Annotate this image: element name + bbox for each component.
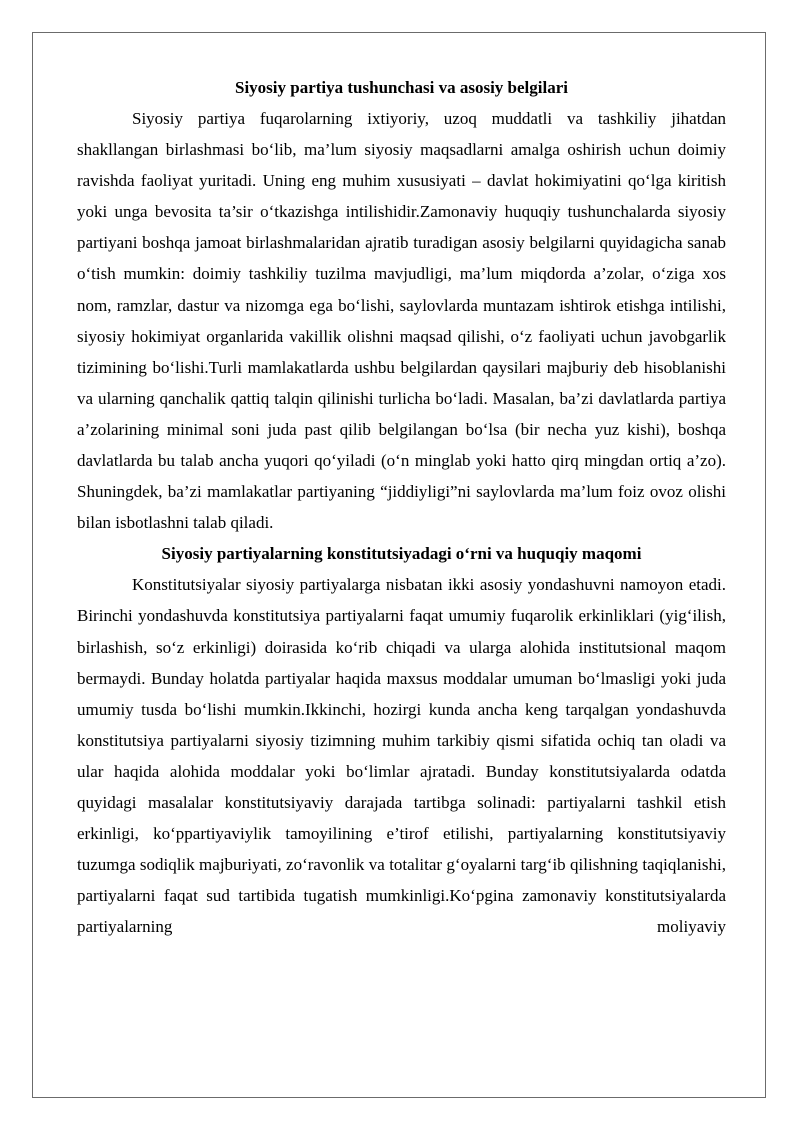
document-body — [77, 72, 726, 942]
paragraph-party-concept: Siyosiy partiya fuqarolarning ixtiyoriy, uzoq muddatli va tashkiliy jihatdan shakllangan birlashmasi bo‘lib, ma’lum siyosiy maqsadlarni amalga oshirish uchun doimiy ravishda faoliyat yuritadi. Uning eng muhim xususiyati – davlat hokimiyatini qo‘lga kiritish yoki unga bevosita ta’sir o‘tkazishga intilishidir.Zamonaviy huquqiy tushunchalarda siyosiy partiyani boshqa jamoat birlashmalaridan ajratib turadigan asosiy belgilarni quyidagicha sanab o‘tish mumkin: doimiy tashkiliy tuzilma mavjudligi, ma’lum miqdorda a’zolar, o‘ziga xos nom, ramzlar, dastur va nizomga ega bo‘lishi, saylovlarda muntazam ishtirok etishga intilishi, siyosiy hokimiyat organlarida vakillik olishni maqsad qilishi, o‘z faoliyati uchun javobgarlik tizimining bo‘lishi.Turli mamlakatlarda ushbu belgilardan qaysilari majburiy deb hisoblanishi va ularning qanchalik qattiq talqin qilinishi turlicha bo‘ladi. Masalan, ba’zi davlatlarda partiya a’zolarining minimal soni juda past qilib belgilangan bo‘lsa (bir necha yuz kishi), boshqa davlatlarda bu talab ancha yuqori qo‘yiladi (o‘n minglab yoki hatto qirq mingdan ortiq a’zo). Shuningdek, ba’zi mamlakatlar partiyaning “jiddiyligi”ni saylovlarda ma’lum foiz ovoz olishi bilan isbotlashni talab qiladi. — [77, 109, 726, 533]
paragraph-constitutional-status: Konstitutsiyalar siyosiy partiyalarga nisbatan ikki asosiy yondashuvni namoyon etadi. Birinchi yondashuvda konstitutsiya partiyalarni faqat umumiy fuqarolik erkinliklari (yig‘ilish, birlashish, so‘z erkinligi) doirasida ko‘rib chiqadi va ularga alohida institutsional maqom bermaydi. Bunday holatda partiyalar haqida maxsus moddalar umuman bo‘lmasligi yoki juda umumiy tusda bo‘lishi mumkin.Ikkinchi, hozirgi kunda ancha keng tarqalgan yondashuvda konstitutsiya partiyalarni siyosiy tizimning muhim tarkibiy qismi sifatida ochiq tan oladi va ular haqida alohida moddalar yoki bo‘limlar ajratadi. Bunday konstitutsiyalarda odatda quyidagi masalalar konstitutsiyaviy darajada tartibga solinadi: partiyalarni tashkil etish erkinligi, ko‘ppartiyaviylik tamoyilining e’tirof etilishi, partiyalarning konstitutsiyaviy tuzumga sodiqlik majburiyati, zo‘ravonlik va totalitar g‘oyalarni targ‘ib qilishning taqiqlanishi, partiyalarni faqat sud tartibida tugatish mumkinligi.Ko‘pgina zamonaviy konstitutsiyalarda partiyalarning moliyaviy — [77, 575, 726, 937]
section-heading-party-concept: Siyosiy partiya tushunchasi va asosiy belgilari — [235, 78, 568, 97]
section-heading-constitutional-status: Siyosiy partiyalarning konstitutsiyadagi o‘rni va huquqiy maqomi — [161, 544, 642, 564]
